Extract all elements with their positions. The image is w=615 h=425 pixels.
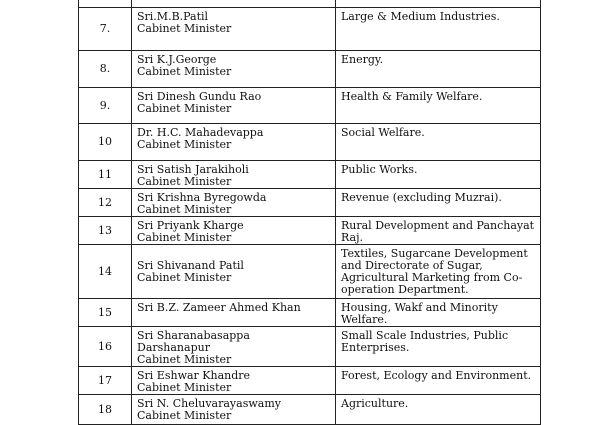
table-row [79,189,541,217]
minister-cell [132,327,336,367]
minister-name: Sri Krishna Byregowda [137,191,267,204]
portfolio-line: Textiles, Sugarcane Development [341,247,528,260]
serial-number: 17 [98,373,112,387]
portfolio-cell [336,189,541,217]
serial-number-cell [79,299,132,327]
table-row [79,161,541,189]
portfolio-line: Energy. [341,53,384,66]
portfolio-line: Social Welfare. [341,126,425,139]
minister-name: Sri K.J.George [137,53,217,66]
minister-cell [132,8,336,51]
portfolio-line: Small Scale Industries, Public [341,329,509,342]
serial-number: 7. [99,22,111,35]
minister-designation: Cabinet Minister [137,270,232,284]
portfolio-line: Agricultural Marketing from Co- [341,271,523,284]
minister-cell [132,51,336,88]
serial-number: 11 [98,167,112,181]
portfolio-line: Enterprises. [341,341,410,354]
table-row [79,245,541,299]
portfolio-line: Public Works. [341,163,418,176]
portfolio-line: operation Department. [341,283,469,296]
portfolio-cell [336,327,541,367]
serial-number-cell [79,51,132,88]
table-row [79,395,541,425]
serial-number-cell [79,217,132,245]
minister-designation: Cabinet Minister [137,65,232,78]
portfolio-cell [336,395,541,425]
minister-cell [132,124,336,161]
minister-name: Sri Satish Jarakiholi [137,163,249,176]
minister-cell [132,245,336,299]
minister-name: Dr. H.C. Mahadevappa [137,126,264,139]
portfolio-line: Housing, Wakf and Minority [341,301,498,314]
portfolio-line: and Directorate of Sugar, [341,259,483,272]
serial-number: 8. [99,62,111,75]
table-row [79,124,541,161]
table-row [79,51,541,88]
serial-number: 16 [98,339,112,353]
minister-cell [132,367,336,395]
portfolio-cell [336,124,541,161]
serial-number-cell [79,8,132,51]
serial-number: 10 [98,135,112,148]
minister-name: Sri.M.B.Patil [137,10,209,23]
minister-designation: Cabinet Minister [137,203,232,216]
serial-number: 14 [98,264,112,278]
minister-name: Sri Dinesh Gundu Rao [137,90,262,103]
table-row [79,0,541,8]
minister-name: Sri Sharanabasappa [137,329,250,342]
serial-number: 13 [98,223,112,237]
minister-designation: Cabinet Minister [137,175,232,188]
minister-cell [132,299,336,327]
serial-number-cell [79,88,132,124]
serial-number-cell [79,0,132,8]
minister-cell [132,0,336,8]
portfolio-line: Rural Development and Panchayat [341,219,535,232]
serial-number-cell [79,124,132,161]
table-row [79,367,541,395]
serial-number-cell [79,367,132,395]
minister-name-continued: Darshanapur [137,341,210,354]
minister-cell [132,161,336,189]
minister-cell [132,395,336,425]
portfolio-cell [336,51,541,88]
portfolio-line: Agriculture. [341,397,409,410]
table-row [79,8,541,51]
portfolio-cell [336,88,541,124]
minister-designation: Cabinet Minister [137,353,232,366]
ministers-table [78,0,541,425]
serial-number: 15 [98,305,112,319]
portfolio-line: Raj. [341,231,363,244]
serial-number-cell [79,395,132,425]
minister-cell [132,189,336,217]
serial-number: 9. [99,98,111,112]
minister-designation: Cabinet Minister [137,231,232,244]
portfolio-cell [336,161,541,189]
serial-number-cell [79,327,132,367]
minister-name: Sri B.Z. Zameer Ahmed Khan [137,301,301,314]
portfolio-cell [336,245,541,299]
serial-number-cell [79,161,132,189]
portfolio-cell [336,0,541,8]
portfolio-line: Large & Medium Industries. [341,10,500,23]
portfolio-cell [336,8,541,51]
portfolio-line: Revenue (excluding Muzrai). [341,191,502,204]
portfolio-line: Health & Family Welfare. [341,90,483,103]
minister-designation: Cabinet Minister [137,409,232,422]
table-row [79,299,541,327]
minister-designation: Cabinet Minister [137,381,232,394]
minister-cell [132,88,336,124]
portfolio-cell [336,299,541,327]
serial-number: 18 [98,402,112,416]
table-row [79,327,541,367]
minister-cell [132,217,336,245]
portfolio-cell [336,367,541,395]
minister-name: Sri N. Cheluvarayaswamy [137,397,281,410]
table-row [79,88,541,124]
minister-designation: Cabinet Minister [137,102,232,115]
serial-number: 12 [98,195,112,209]
portfolio-line: Forest, Ecology and Environment. [341,369,532,382]
minister-designation: Cabinet Minister [137,138,232,151]
serial-number-cell [79,245,132,299]
serial-number-cell [79,189,132,217]
minister-name: Sri Priyank Kharge [137,219,244,232]
table-row [79,217,541,245]
minister-name: Sri Shivanand Patil [137,258,244,272]
portfolio-cell [336,217,541,245]
minister-name: Sri Eshwar Khandre [137,369,251,382]
minister-designation: Cabinet Minister [137,22,232,35]
portfolio-line: Welfare. [341,313,388,326]
